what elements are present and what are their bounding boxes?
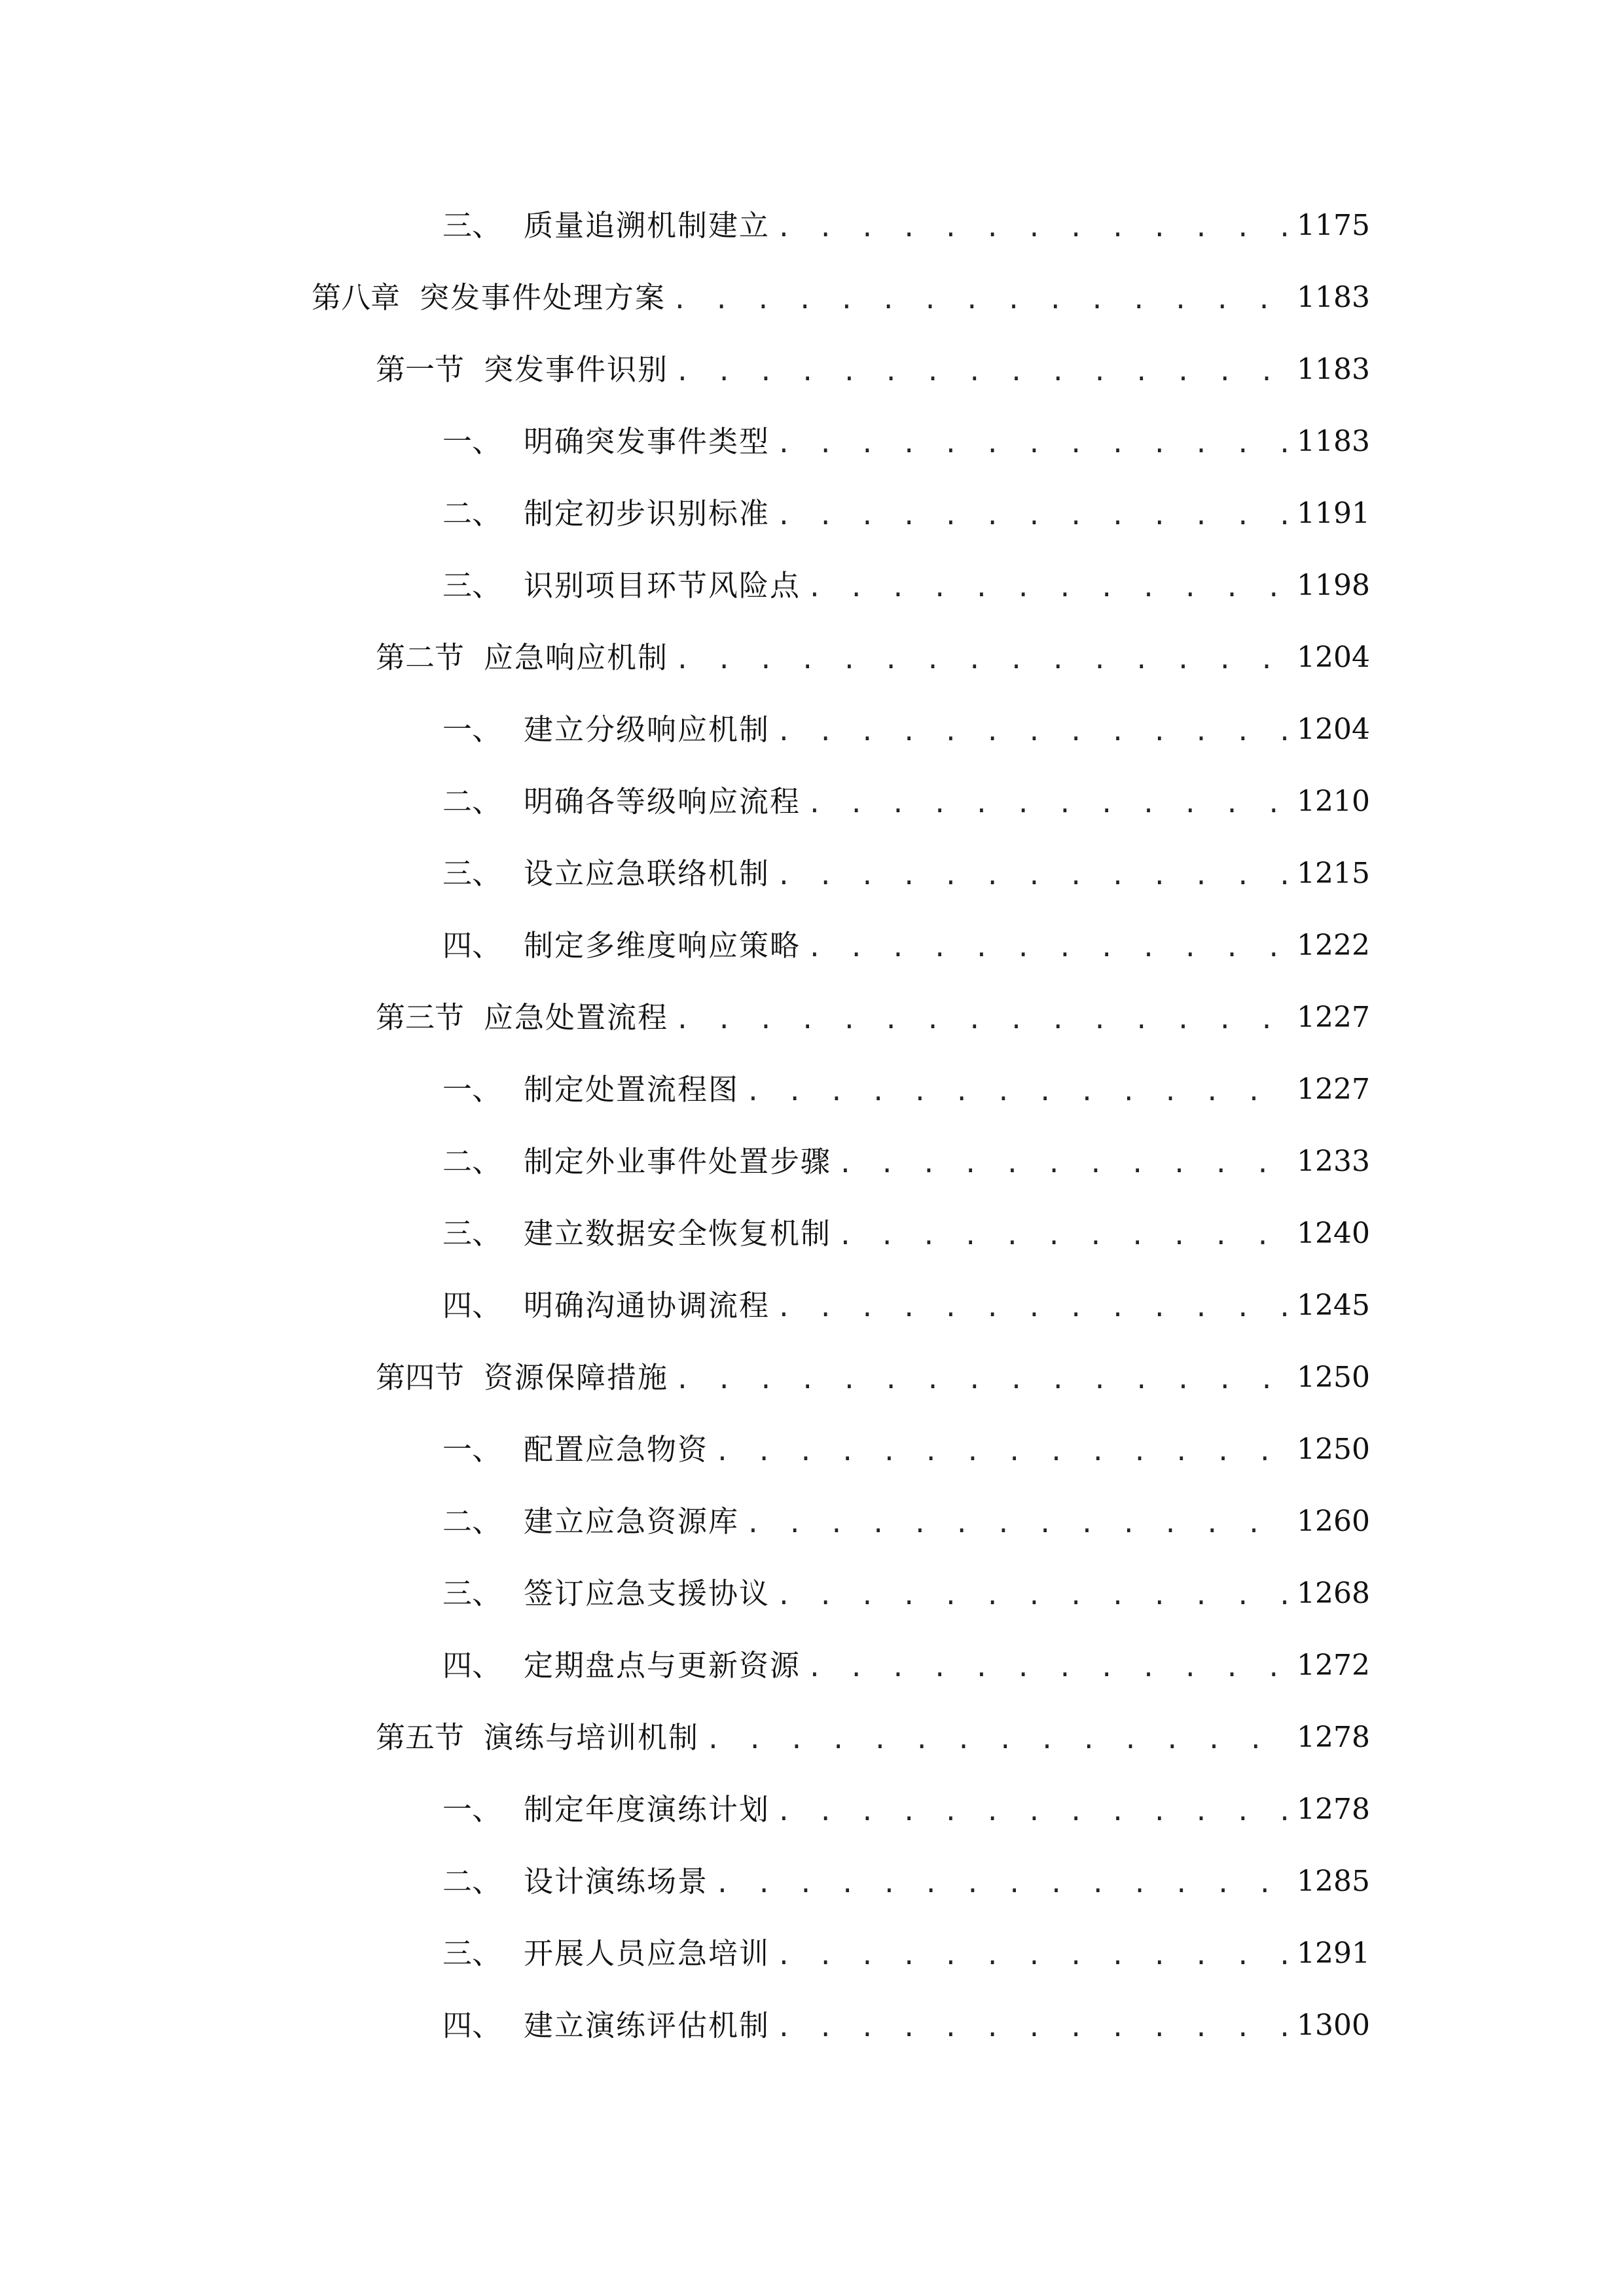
toc-dot-leader (838, 1142, 1289, 1181)
toc-entry-number: 四、 (442, 1288, 502, 1323)
toc-entry-number: 二、 (442, 784, 502, 819)
toc-entry-chapter[interactable] (0, 262, 1624, 334)
toc-entry-page-number: 1233 (1297, 1145, 1370, 1178)
toc-dot-leader (807, 926, 1289, 965)
toc-entry-item[interactable] (0, 1486, 1624, 1558)
toc-entry-page-number: 1272 (1297, 1649, 1370, 1682)
toc-dot-leader (776, 1790, 1289, 1829)
toc-entry-number: 二、 (442, 1864, 502, 1899)
toc-entry-section[interactable] (0, 334, 1624, 406)
toc-entry-item[interactable] (0, 478, 1624, 550)
toc-entry-title: 演练与培训机制 (484, 1720, 700, 1755)
toc-entry-section[interactable] (0, 982, 1624, 1054)
toc-entry-item[interactable] (0, 1414, 1624, 1486)
toc-dot-leader (776, 1574, 1289, 1613)
toc-entry-number: 四、 (442, 2008, 502, 2043)
toc-entry-item[interactable] (0, 838, 1624, 910)
toc-entry-item[interactable] (0, 1198, 1624, 1270)
toc-entry-number: 第三节 (376, 1000, 465, 1035)
toc-entry-section[interactable] (0, 1342, 1624, 1414)
toc-entry-page-number: 1210 (1297, 785, 1370, 818)
toc-entry-page-number: 1250 (1297, 1361, 1370, 1394)
toc-entry-title: 开展人员应急培训 (524, 1936, 770, 1971)
toc-entry-item[interactable] (0, 1630, 1624, 1702)
toc-entry-item[interactable] (0, 550, 1624, 622)
toc-entry-item[interactable] (0, 1990, 1624, 2062)
toc-entry-number: 第一节 (376, 352, 465, 387)
toc-dot-leader (807, 782, 1289, 821)
toc-entry-item[interactable] (0, 190, 1624, 262)
toc-entry-number: 第二节 (376, 640, 465, 675)
toc-dot-leader (675, 638, 1289, 677)
toc-entry-title: 制定外业事件处置步骤 (524, 1144, 832, 1179)
toc-entry-item[interactable] (0, 1774, 1624, 1846)
toc-entry-page-number: 1183 (1297, 353, 1370, 386)
toc-entry-page-number: 1183 (1297, 281, 1370, 314)
toc-dot-leader (746, 1502, 1289, 1541)
toc-entry-page-number: 1240 (1297, 1217, 1370, 1250)
toc-entry-item[interactable] (0, 910, 1624, 982)
toc-entry-number: 一、 (442, 712, 502, 747)
toc-dot-leader (776, 494, 1289, 533)
toc-entry-title: 突发事件识别 (484, 352, 669, 387)
table-of-contents (0, 190, 1624, 2062)
toc-entry-number: 三、 (442, 1216, 502, 1251)
toc-entry-item[interactable] (0, 1054, 1624, 1126)
toc-entry-page-number: 1227 (1297, 1073, 1370, 1106)
toc-entry-number: 四、 (442, 1648, 502, 1683)
toc-dot-leader (746, 1070, 1289, 1109)
toc-entry-title: 突发事件处理方案 (420, 280, 666, 315)
toc-entry-number: 二、 (442, 1504, 502, 1539)
toc-entry-title: 制定年度演练计划 (524, 1792, 770, 1827)
toc-dot-leader (776, 710, 1289, 749)
toc-entry-number: 第八章 (312, 280, 401, 315)
toc-entry-page-number: 1222 (1297, 929, 1370, 962)
toc-dot-leader (807, 1646, 1289, 1685)
toc-dot-leader (675, 350, 1289, 389)
toc-entry-page-number: 1278 (1297, 1793, 1370, 1826)
toc-entry-title: 制定处置流程图 (524, 1072, 740, 1107)
toc-entry-page-number: 1215 (1297, 857, 1370, 890)
toc-entry-page-number: 1250 (1297, 1433, 1370, 1466)
toc-entry-page-number: 1204 (1297, 641, 1370, 674)
toc-entry-number: 一、 (442, 1432, 502, 1467)
toc-entry-number: 一、 (442, 1792, 502, 1827)
toc-dot-leader (776, 206, 1289, 245)
toc-dot-leader (776, 1934, 1289, 1973)
toc-entry-number: 二、 (442, 496, 502, 531)
toc-entry-title: 设立应急联络机制 (524, 856, 770, 891)
toc-entry-item[interactable] (0, 1918, 1624, 1990)
toc-entry-number: 三、 (442, 1936, 502, 1971)
toc-entry-item[interactable] (0, 694, 1624, 766)
toc-dot-leader (776, 1286, 1289, 1325)
toc-entry-section[interactable] (0, 622, 1624, 694)
toc-entry-title: 明确沟通协调流程 (524, 1288, 770, 1323)
toc-entry-title: 建立演练评估机制 (524, 2008, 770, 2043)
toc-entry-page-number: 1245 (1297, 1289, 1370, 1322)
toc-dot-leader (675, 1358, 1289, 1397)
toc-dot-leader (672, 278, 1289, 317)
toc-entry-title: 建立数据安全恢复机制 (524, 1216, 832, 1251)
toc-entry-number: 第四节 (376, 1360, 465, 1395)
toc-entry-title: 应急处置流程 (484, 1000, 669, 1035)
toc-entry-number: 三、 (442, 1576, 502, 1611)
toc-entry-page-number: 1278 (1297, 1721, 1370, 1754)
toc-entry-title: 质量追溯机制建立 (524, 208, 770, 243)
toc-entry-page-number: 1285 (1297, 1865, 1370, 1898)
toc-entry-item[interactable] (0, 766, 1624, 838)
toc-dot-leader (776, 422, 1289, 461)
toc-entry-number: 二、 (442, 1144, 502, 1179)
toc-entry-page-number: 1300 (1297, 2009, 1370, 2042)
toc-entry-page-number: 1204 (1297, 713, 1370, 746)
toc-entry-title: 建立分级响应机制 (524, 712, 770, 747)
toc-entry-item[interactable] (0, 1270, 1624, 1342)
toc-entry-page-number: 1175 (1297, 209, 1370, 242)
toc-entry-title: 建立应急资源库 (524, 1504, 740, 1539)
toc-dot-leader (706, 1718, 1289, 1757)
toc-dot-leader (675, 998, 1289, 1037)
toc-entry-title: 制定多维度响应策略 (524, 928, 801, 963)
toc-entry-title: 明确突发事件类型 (524, 424, 770, 459)
toc-entry-number: 一、 (442, 1072, 502, 1107)
toc-entry-number: 三、 (442, 856, 502, 891)
toc-entry-title: 签订应急支援协议 (524, 1576, 770, 1611)
toc-entry-title: 资源保障措施 (484, 1360, 669, 1395)
toc-dot-leader (715, 1862, 1289, 1901)
toc-entry-page-number: 1183 (1297, 425, 1370, 458)
toc-entry-title: 识别项目环节风险点 (524, 568, 801, 603)
toc-entry-title: 明确各等级响应流程 (524, 784, 801, 819)
toc-entry-title: 制定初步识别标准 (524, 496, 770, 531)
toc-dot-leader (776, 2006, 1289, 2045)
toc-entry-number: 三、 (442, 208, 502, 243)
toc-entry-number: 一、 (442, 424, 502, 459)
toc-entry-title: 配置应急物资 (524, 1432, 709, 1467)
toc-entry-page-number: 1268 (1297, 1577, 1370, 1610)
toc-entry-item[interactable] (0, 1558, 1624, 1630)
toc-entry-section[interactable] (0, 1702, 1624, 1774)
toc-dot-leader (838, 1214, 1289, 1253)
toc-dot-leader (715, 1430, 1289, 1469)
toc-entry-page-number: 1198 (1297, 569, 1370, 602)
toc-entry-page-number: 1191 (1297, 497, 1370, 530)
toc-entry-title: 应急响应机制 (484, 640, 669, 675)
toc-entry-title: 设计演练场景 (524, 1864, 709, 1899)
toc-entry-page-number: 1291 (1297, 1937, 1370, 1970)
toc-entry-title: 定期盘点与更新资源 (524, 1648, 801, 1683)
toc-entry-item[interactable] (0, 406, 1624, 478)
toc-entry-page-number: 1227 (1297, 1001, 1370, 1034)
toc-entry-number: 第五节 (376, 1720, 465, 1755)
toc-entry-item[interactable] (0, 1846, 1624, 1918)
toc-entry-number: 三、 (442, 568, 502, 603)
toc-dot-leader (807, 566, 1289, 605)
toc-entry-item[interactable] (0, 1126, 1624, 1198)
toc-entry-page-number: 1260 (1297, 1505, 1370, 1538)
toc-dot-leader (776, 854, 1289, 893)
toc-entry-number: 四、 (442, 928, 502, 963)
